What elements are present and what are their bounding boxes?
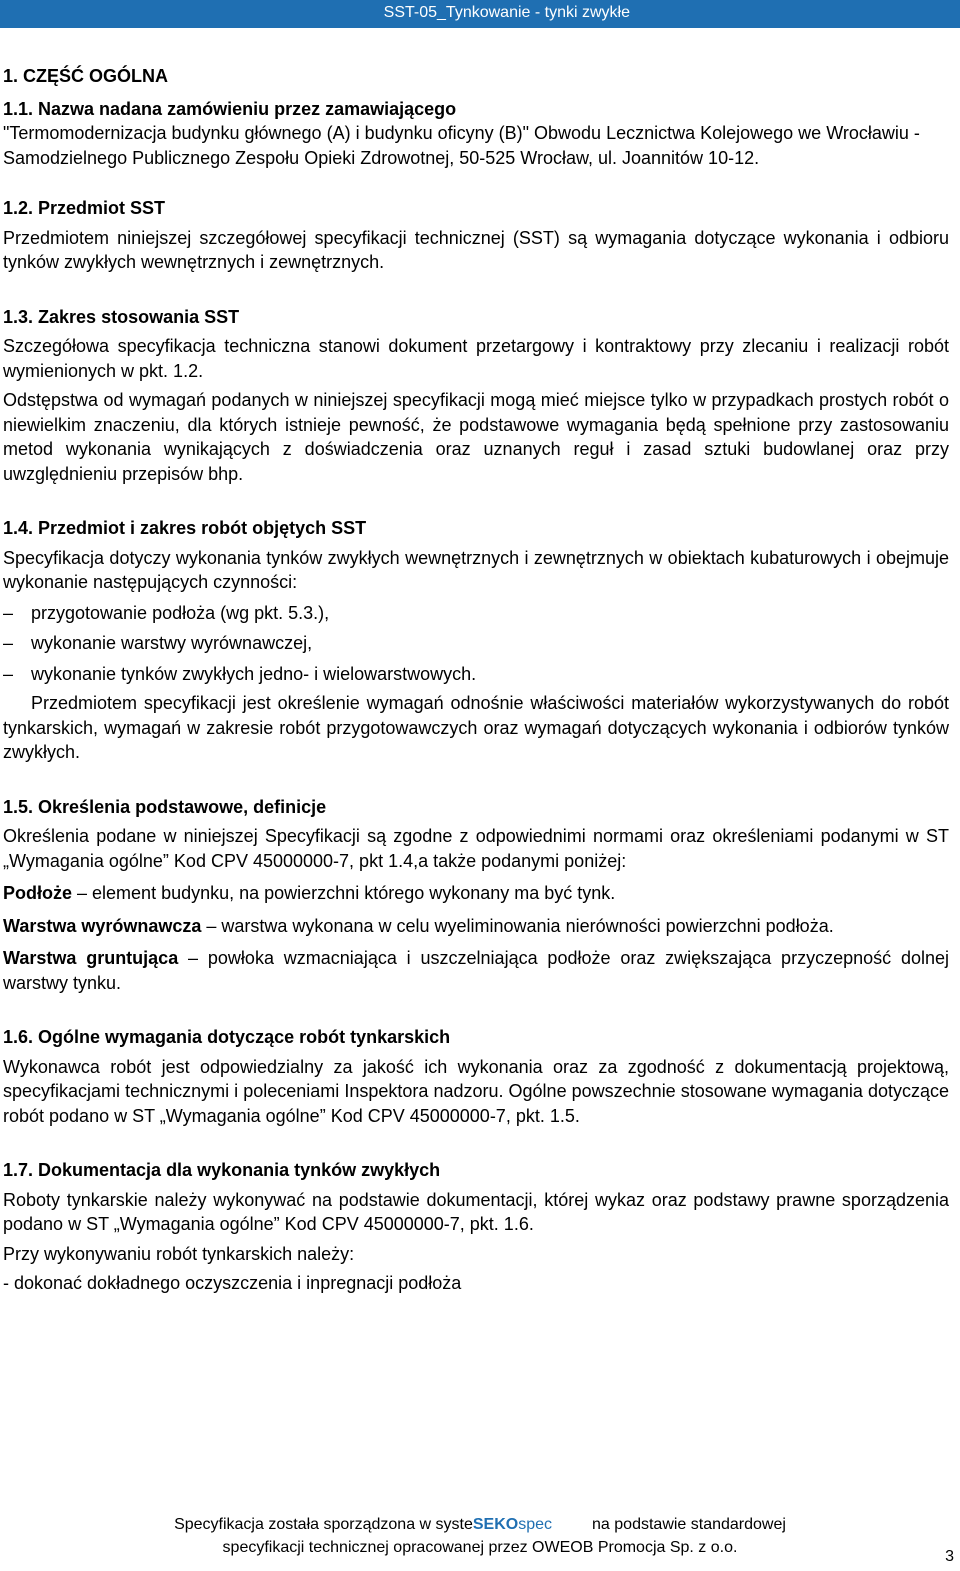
page-header (0, 0, 960, 28)
sekospec-logo (473, 1516, 552, 1533)
section-1-7-title: 1.7. Dokumentacja dla wykonania tynków zwykłych (3, 1160, 441, 1180)
definition-warstwa-gruntujaca (3, 946, 949, 995)
section-1-1-text: "Termomodernizacja budynku głównego (A) i budynku oficyny (B)" Obwodu Lecznictwa Kolejowego we Wrocławiu - Samodzielnego Publicznego Zespołu Opieki Zdrowotnej, 50-525 Wrocław, ul. Joannitów 10-12. (3, 123, 920, 168)
list-item (3, 662, 949, 687)
definition-podloze (3, 881, 949, 906)
section-1-6-text: Wykonawca robót jest odpowiedzialny za jakość ich wykonania oraz za zgodność z dokumentacją projektową, specyfikacjami technicznymi i poleceniami Inspektora nadzoru. Ogólne powszechnie stosowane wymagania dotyczące robót podano w ST „Wymagania ogólne” Kod CPV 45000000-7, pkt. 1.5. (3, 1056, 949, 1126)
section-1-1-title: 1.1. Nazwa nadana zamówieniu przez zamawiającego (3, 98, 457, 119)
section-1-5-text: Określenia podane w niniejszej Specyfikacji są zgodne z odpowiednimi normami oraz określeniami podanymi w ST „Wymagania ogólne” Kod CPV 45000000-7, pkt 1.4,a także podanymi poniżej: (3, 826, 949, 871)
section-1-3-title: 1.3. Zakres stosowania SST (3, 306, 240, 327)
section-1-2-text: Przedmiotem niniejszej szczegółowej specyfikacji technicznej (SST) są wymagania dotyczące wykonania i odbioru tynków zwykłych wewnętrznych i zewnętrznych. (3, 227, 949, 272)
footer-text-b: na podstawie standardowej (592, 1516, 786, 1533)
list-item-text: wykonanie tynków zwykłych jedno- i wielowarstwowych. (31, 663, 477, 684)
dash-bullet: – (3, 633, 14, 653)
document-body (3, 64, 949, 1296)
definition-term: Warstwa wyrównawcza (3, 915, 202, 936)
section-1-4-text-2: Przedmiotem specyfikacji jest określenie wymagań odnośnie właściwości materiałów wykorzystywanych do robót tynkarskich, wymagań w zakresie robót przygotowawczych oraz wymagań dotyczących wykonania i odbiorów tynków zwykłych. (3, 693, 949, 762)
section-1-7-text-2: Przy wykonywaniu robót tynkarskich należy: (3, 1243, 355, 1264)
list-item-text: wykonanie warstwy wyrównawczej, (31, 633, 313, 653)
logo-seko: SEKO (472, 1516, 519, 1533)
page-number: 3 (945, 1548, 954, 1565)
dash-bullet: – (3, 663, 14, 684)
footer-line-2: specyfikacji technicznej opracowanej przez OWEOB Promocja Sp. z o.o. (222, 1539, 738, 1556)
definition-term: Warstwa gruntująca (3, 948, 179, 968)
scope-list (3, 601, 949, 687)
section-1-7-text-1: Roboty tynkarskie należy wykonywać na podstawie dokumentacji, której wykaz oraz podstawy prawne sporządzenia podano w ST „Wymagania ogólne” Kod CPV 45000000-7, pkt. 1.6. (3, 1189, 949, 1234)
definition-text: – powłoka wzmacniająca i uszczelniająca podłoże oraz zwiększająca przyczepność dolnej warstwy tynku. (3, 948, 949, 993)
list-item (3, 631, 949, 656)
section-1-7-text-3: - dokonać dokładnego oczyszczenia i inpregnacji podłoża (3, 1273, 462, 1293)
dash-bullet: – (3, 602, 14, 623)
footer-text-a: Specyfikacja została sporządzona w syste (174, 1516, 473, 1533)
list-item (3, 601, 949, 626)
definition-text: – warstwa wykonana w celu wyeliminowania nierówności powierzchni podłoża. (201, 915, 834, 936)
footer-line-1 (0, 1513, 960, 1536)
page-footer (0, 1513, 960, 1559)
definition-text: – element budynku, na powierzchni którego wykonany ma być tynk. (72, 883, 616, 903)
section-1-title: 1. CZĘŚĆ OGÓLNA (3, 66, 169, 86)
section-1-2-title: 1.2. Przedmiot SST (3, 198, 166, 218)
definition-term: Podłoże (3, 883, 73, 903)
logo-spec: spec (518, 1516, 553, 1533)
section-1-4-text-1: Specyfikacja dotyczy wykonania tynków zwykłych wewnętrznych i zewnętrznych w obiektach kubaturowych i obejmuje wykonanie następujących czynności: (3, 547, 949, 592)
section-1-3-text-2: Odstępstwa od wymagań podanych w niniejszej specyfikacji mogą mieć miejsce tylko w przypadkach prostych robót o niewielkim znaczeniu, dla których istnieje pewność, że podstawowe wymagania będą spełnione przy zastosowaniu metod wykonania wynikających z doświadczenia oraz uznanych reguł i zasad sztuki budowlanej oraz przy uwzględnieniu przepisów bhp. (3, 390, 949, 484)
section-1-6-title: 1.6. Ogólne wymagania dotyczące robót tynkarskich (3, 1027, 451, 1047)
header-title: SST-05_Tynkowanie - tynki zwykłe (383, 4, 630, 21)
section-1-3-text-1: Szczegółowa specyfikacja techniczna stanowi dokument przetargowy i kontraktowy przy zlecaniu i realizacji robót wymienionych w pkt. 1.2. (3, 336, 949, 381)
list-item-text: przygotowanie podłoża (wg pkt. 5.3.), (31, 602, 330, 623)
definition-warstwa-wyrownawcza (3, 914, 949, 939)
section-1-5-title: 1.5. Określenia podstawowe, definicje (3, 796, 327, 817)
section-1-4-title: 1.4. Przedmiot i zakres robót objętych SST (3, 518, 367, 538)
